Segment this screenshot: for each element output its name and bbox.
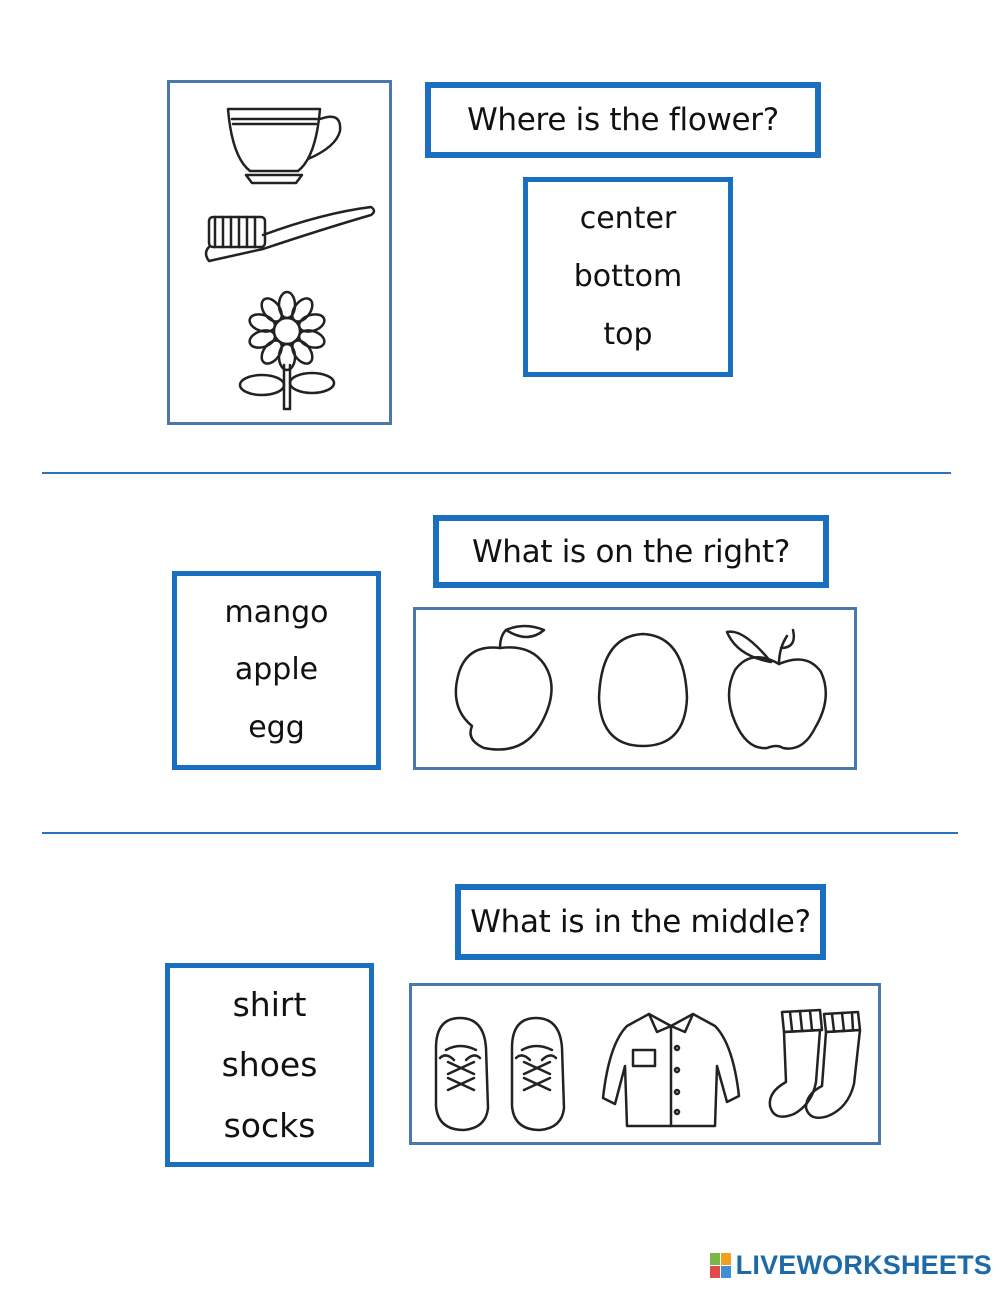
shoes-icon xyxy=(426,1008,576,1138)
egg-icon xyxy=(593,628,693,758)
option-bottom[interactable]: bottom xyxy=(573,259,683,294)
option-shoes[interactable]: shoes xyxy=(221,1045,318,1085)
question-1-text: Where is the flower? xyxy=(467,102,779,138)
liveworksheets-mark-icon xyxy=(710,1253,732,1279)
options-1 xyxy=(523,177,733,377)
option-top[interactable]: top xyxy=(603,317,653,352)
option-mango[interactable]: mango xyxy=(224,594,329,630)
section3-picture-panel xyxy=(409,983,881,1145)
socks-icon xyxy=(764,1000,874,1130)
shirt-icon xyxy=(597,1004,747,1134)
mango-icon xyxy=(444,618,564,758)
option-egg[interactable]: egg xyxy=(248,710,305,746)
divider-1 xyxy=(42,472,951,474)
toothbrush-icon xyxy=(203,201,383,281)
question-2-text: What is on the right? xyxy=(471,533,791,570)
option-socks[interactable]: socks xyxy=(223,1106,316,1146)
question-1 xyxy=(425,82,821,158)
brand-name: LIVEWORKSHEETS xyxy=(735,1250,992,1280)
options-3 xyxy=(165,963,374,1167)
flower-icon xyxy=(232,283,342,413)
question-3 xyxy=(455,884,826,960)
section1-picture-panel xyxy=(167,80,392,425)
divider-2 xyxy=(42,832,958,834)
apple-icon xyxy=(721,622,841,762)
option-center[interactable]: center xyxy=(579,201,677,236)
section2-picture-panel xyxy=(413,607,857,770)
question-2 xyxy=(433,515,829,588)
options-2 xyxy=(172,571,381,770)
teacup-icon xyxy=(220,97,350,187)
liveworksheets-logo xyxy=(710,1250,992,1281)
question-3-text: What is in the middle? xyxy=(470,904,811,940)
option-apple[interactable]: apple xyxy=(234,652,319,688)
option-shirt[interactable]: shirt xyxy=(232,984,307,1024)
